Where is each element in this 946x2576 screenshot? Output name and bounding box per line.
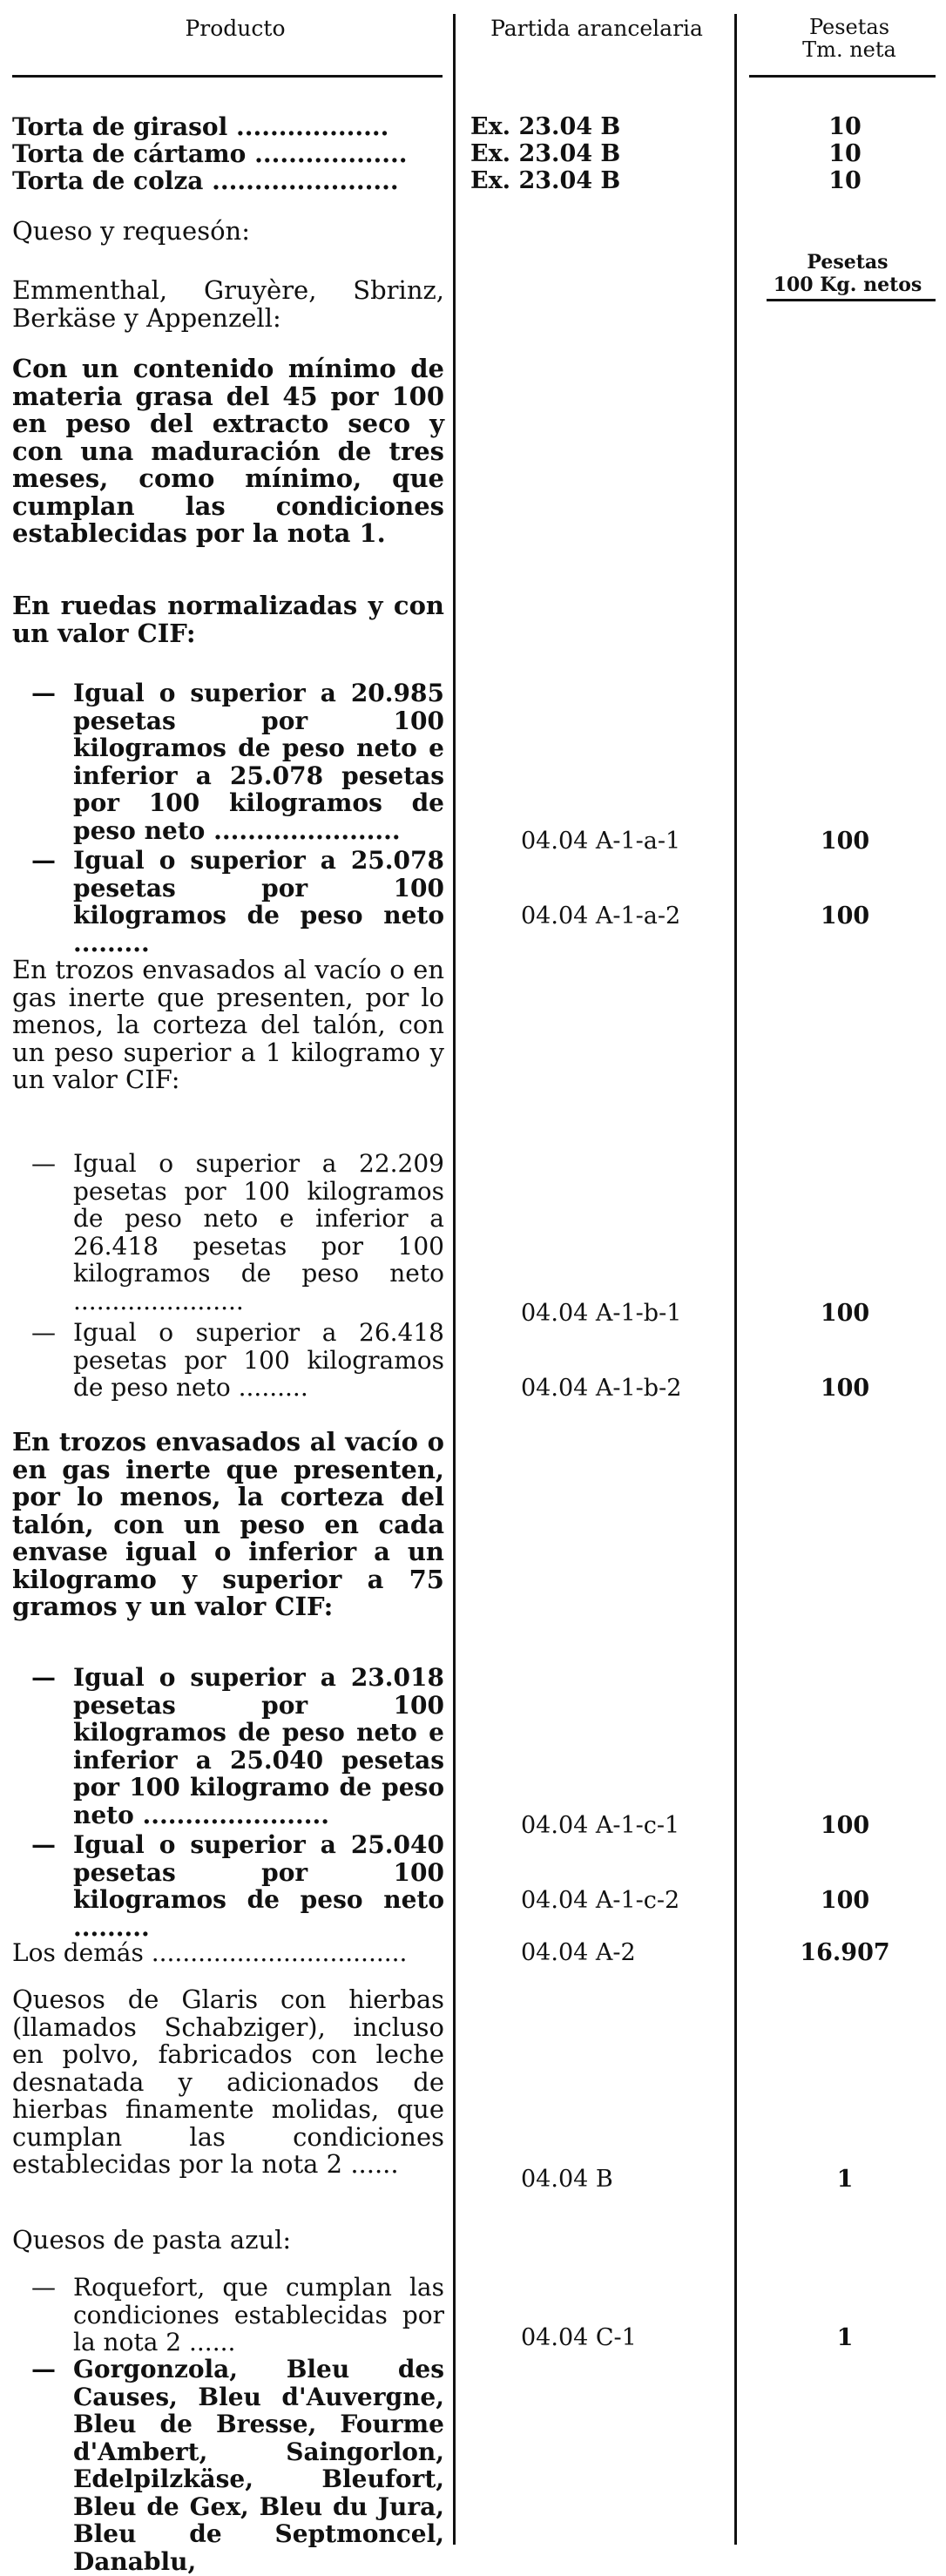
azul-heading: Quesos de pasta azul: xyxy=(12,2225,292,2255)
header-pesetas xyxy=(767,16,932,61)
demas-code: 04.04 A-2 xyxy=(521,1939,636,1966)
demas-value: 16.907 xyxy=(800,1939,890,1966)
torta-girasol-product: Torta de girasol .................. xyxy=(12,112,389,141)
column-divider-right xyxy=(734,14,737,2545)
subheader-pesetas-line1: Pesetas xyxy=(807,251,889,274)
ruedas-item-1 xyxy=(31,679,444,844)
glaris-text: Quesos de Glaris con hierbas (llamados Schabziger), incluso en polvo, fabricados con leche desnatada y adicionados de hierbas finamente molidas, que cumplan las condiciones establecidas por la nota 2 ...... xyxy=(12,1984,444,2179)
emmenthal-condition: Con un contenido mínimo de materia grasa del 45 por 100 en peso del extracto seco y con una maduración de tres meses, como mínimo, que cumplan las condiciones establecidas por la nota 1. xyxy=(12,354,444,548)
ruedas-item-1-code: 04.04 A-1-a-1 xyxy=(521,828,681,855)
azul-item-1-code: 04.04 C-1 xyxy=(521,2324,637,2351)
torta-cartamo-value: 10 xyxy=(828,140,862,167)
torta-colza-product: Torta de colza ...................... xyxy=(12,166,399,195)
ruedas-heading: En ruedas normalizadas y con un valor CIF: xyxy=(12,591,444,648)
queso-heading: Queso y requesón: xyxy=(12,216,250,246)
azul-item-1-dash: — xyxy=(31,2273,56,2302)
trozos2-item-2 xyxy=(31,1831,444,1941)
azul-item-2-text: Gorgonzola, Bleu des Causes, Bleu d'Auvergne, Bleu de Bresse, Fourme d'Ambert, Saingorlon, Edelpilzkäse, Bleufort, Bleu de Gex, Bleu du Jura, Bleu de Septmoncel, Danablu, xyxy=(73,2355,444,2576)
azul-item-2-dash: — xyxy=(31,2355,56,2383)
trozos1-item-1 xyxy=(31,1150,444,1315)
trozos2-item-1-text: Igual o superior a 23.018 pesetas por 100 kilogramos de peso neto e inferior a 25.040 pesetas por 100 kilogramo de peso neto ...................... xyxy=(73,1663,444,1829)
azul-item-1 xyxy=(31,2274,444,2356)
torta-cartamo-code: Ex. 23.04 B xyxy=(470,140,621,167)
demas-product: Los demás ................................. xyxy=(12,1938,408,1967)
trozos1-item-2-dash: — xyxy=(31,1318,56,1347)
trozos2-item-1-dash: — xyxy=(31,1663,56,1692)
trozos1-item-2-code: 04.04 A-1-b-2 xyxy=(521,1375,682,1402)
glaris-value: 1 xyxy=(836,2166,854,2193)
header-pesetas-line2: Tm. neta xyxy=(802,37,896,62)
header-partida-arancelaria: Partida arancelaria xyxy=(490,16,703,41)
ruedas-item-1-value: 100 xyxy=(820,828,870,855)
subheader-pesetas-100kg xyxy=(756,251,939,296)
trozos2-item-1-value: 100 xyxy=(820,1812,870,1839)
torta-girasol-code: Ex. 23.04 B xyxy=(470,113,621,140)
azul-item-1-value: 1 xyxy=(836,2324,854,2351)
ruedas-item-2-dash: — xyxy=(31,846,56,875)
header-rule-pesetas xyxy=(749,75,936,78)
header-pesetas-line1: Pesetas xyxy=(808,15,890,39)
subheader-pesetas-line2: 100 Kg. netos xyxy=(773,274,922,296)
glaris-code: 04.04 B xyxy=(521,2166,613,2193)
trozos1-item-2-value: 100 xyxy=(820,1375,870,1402)
emmenthal-heading: Emmenthal, Gruyère, Sbrinz, Berkäse y Appenzell: xyxy=(12,275,444,333)
torta-colza-code: Ex. 23.04 B xyxy=(470,167,621,194)
torta-colza-value: 10 xyxy=(828,167,862,194)
trozos2-item-2-text: Igual o superior a 25.040 pesetas por 100 kilogramos de peso neto ......... xyxy=(73,1830,444,1942)
trozos2-item-1 xyxy=(31,1664,444,1829)
torta-girasol-value: 10 xyxy=(828,113,862,140)
trozos1-heading: En trozos envasados al vacío o en gas inerte que presenten, por lo menos, la corteza del talón, con un peso superior a 1 kilogramo y un valor CIF: xyxy=(12,955,444,1094)
azul-item-1-text: Roquefort, que cumplan las condiciones establecidas por la nota 2 ...... xyxy=(73,2273,444,2356)
subheader-rule-pesetas xyxy=(767,299,936,301)
trozos2-item-2-code: 04.04 A-1-c-2 xyxy=(521,1887,680,1914)
ruedas-item-2 xyxy=(31,847,444,957)
torta-cartamo-product: Torta de cártamo .................. xyxy=(12,139,408,168)
header-rule-product xyxy=(12,75,443,78)
trozos2-item-2-dash: — xyxy=(31,1830,56,1859)
trozos1-item-1-value: 100 xyxy=(820,1300,870,1327)
trozos1-item-2 xyxy=(31,1319,444,1402)
ruedas-item-2-value: 100 xyxy=(820,903,870,930)
ruedas-item-1-text: Igual o superior a 20.985 pesetas por 100 kilogramos de peso neto e inferior a 25.078 pesetas por 100 kilogramos de peso neto ...................... xyxy=(73,679,444,845)
trozos2-item-1-code: 04.04 A-1-c-1 xyxy=(521,1812,680,1839)
column-divider-left xyxy=(453,14,456,2545)
trozos1-item-1-text: Igual o superior a 22.209 pesetas por 100 kilogramos de peso neto e inferior a 26.418 pesetas por 100 kilogramos de peso neto ...................... xyxy=(73,1149,444,1315)
trozos1-item-2-text: Igual o superior a 26.418 pesetas por 100 kilogramos de peso neto ......... xyxy=(73,1318,444,1402)
header-producto: Producto xyxy=(185,16,286,41)
azul-item-2 xyxy=(31,2356,444,2575)
ruedas-item-1-dash: — xyxy=(31,679,56,707)
trozos1-item-1-code: 04.04 A-1-b-1 xyxy=(521,1300,682,1327)
trozos2-heading: En trozos envasados al vacío o en gas inerte que presenten, por lo menos, la corteza del talón, con un peso en cada envase igual o inferior a un kilogramo y superior a 75 gramos y un valor CIF: xyxy=(12,1427,444,1621)
trozos1-item-1-dash: — xyxy=(31,1149,56,1178)
ruedas-item-2-code: 04.04 A-1-a-2 xyxy=(521,903,681,930)
ruedas-item-2-text: Igual o superior a 25.078 pesetas por 100 kilogramos de peso neto ......... xyxy=(73,846,444,957)
trozos2-item-2-value: 100 xyxy=(820,1887,870,1914)
